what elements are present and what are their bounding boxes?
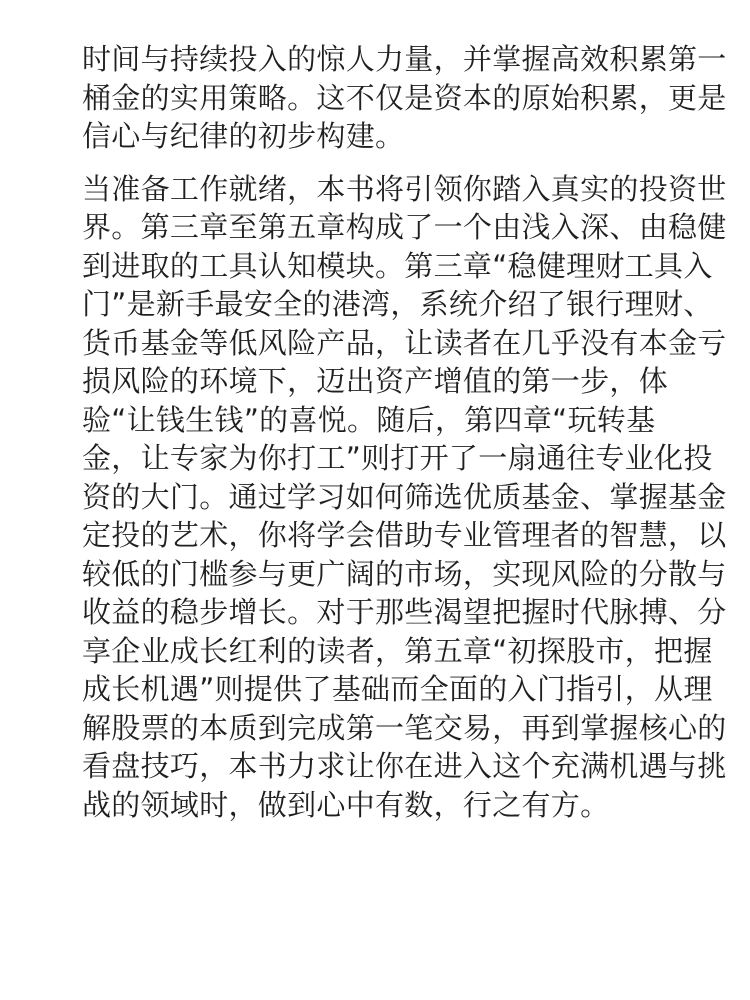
text-line: 到进取的工具认知模块。第三章“稳健理财工具入 (82, 248, 713, 283)
text-line: 货币基金等低风险产品，让读者在几乎没有本金亏 (82, 325, 727, 360)
text-line: 较低的门槛参与更广阔的市场，实现风险的分散与 (82, 556, 727, 591)
text-line: 成长机遇”则提供了基础而全面的入门指引，从理 (82, 672, 713, 706)
text-line: 战的领域时，做到心中有数，行之有方。 (82, 787, 610, 822)
text-line: 信心与纪律的初步构建。 (82, 119, 405, 153)
text-line: 解股票的本质到完成第一笔交易，再到掌握核心的 (82, 710, 727, 745)
paragraph-1 (82, 40, 727, 156)
text-line: 损风险的环境下，迈出资产增值的第一步，体 (82, 364, 669, 398)
text-line: 看盘技巧，本书力求让你在进入这个充满机遇与挑 (82, 749, 727, 783)
text-line: 当准备工作就绪，本书将引领你踏入真实的投资世 (82, 171, 727, 206)
text-line: 门”是新手最安全的港湾，系统介绍了银行理财、 (82, 287, 713, 321)
text-line: 享企业成长红利的读者，第五章“初探股市，把握 (82, 633, 713, 668)
text-line: 桶金的实用策略。这不仅是资本的原始积累，更是 (82, 80, 727, 115)
text-line: 验“让钱生钱”的喜悦。随后，第四章“玩转基 (82, 402, 656, 437)
text-line: 时间与持续投入的惊人力量，并掌握高效积累第一 (82, 42, 727, 76)
paragraph-2 (82, 170, 727, 825)
text-line: 资的大门。通过学习如何筛选优质基金、掌握基金 (82, 479, 727, 514)
text-line: 界。第三章至第五章构成了一个由浅入深、由稳健 (82, 210, 727, 244)
text-line: 金，让专家为你打工”则打开了一扇通往专业化投 (82, 441, 713, 475)
text-line: 定投的艺术，你将学会借助专业管理者的智慧，以 (82, 518, 727, 552)
text-line: 收益的稳步增长。对于那些渴望把握时代脉搏、分 (82, 595, 727, 629)
